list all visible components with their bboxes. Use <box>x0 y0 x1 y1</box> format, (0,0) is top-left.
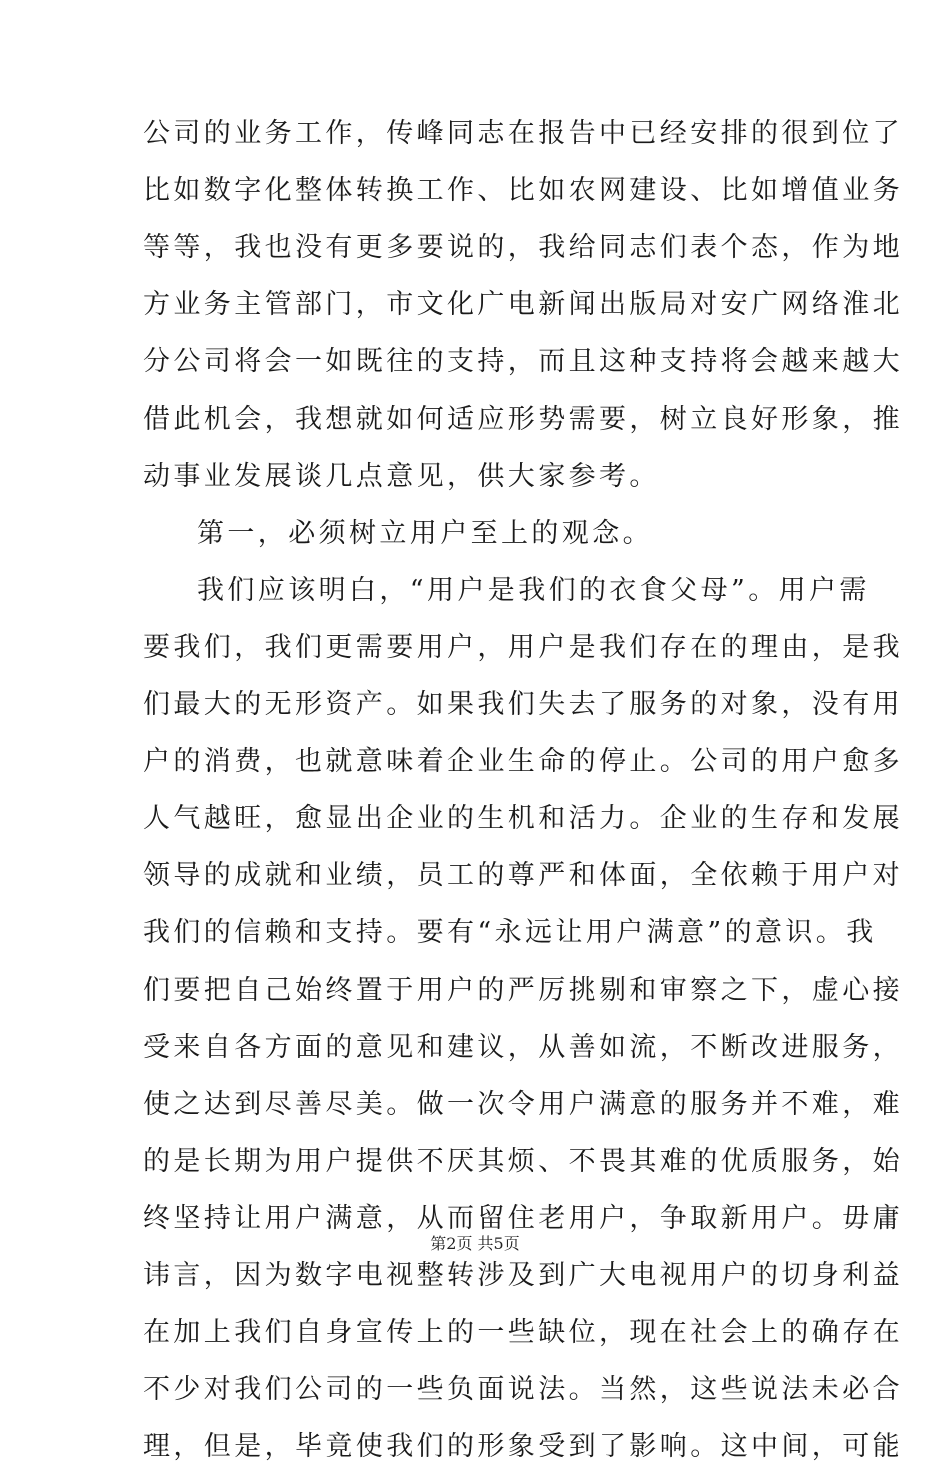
text-line: 人气越旺，愈显出企业的生机和活力。企业的生存和发展 <box>143 803 903 834</box>
text-line: 我们应该明白，“用户是我们的衣食父母”。用户需 <box>197 575 870 606</box>
text-line: 方业务主管部门，市文化广电新闻出版局对安广网络淮北 <box>143 289 903 320</box>
text-line: 不少对我们公司的一些负面说法。当然，这些说法未必合 <box>143 1374 903 1405</box>
text-line: 在加上我们自身宣传上的一些缺位，现在社会上的确存在 <box>143 1317 903 1348</box>
text-line: 的是长期为用户提供不厌其烦、不畏其难的优质服务，始 <box>143 1146 903 1177</box>
text-line: 第一，必须树立用户至上的观念。 <box>197 518 653 549</box>
text-line: 终坚持让用户满意，从而留住老用户，争取新用户。毋庸 <box>143 1203 903 1234</box>
text-line: 比如数字化整体转换工作、比如农网建设、比如增值业务 <box>143 175 903 206</box>
text-line: 们最大的无形资产。如果我们失去了服务的对象，没有用 <box>143 689 903 720</box>
text-line: 讳言，因为数字电视整转涉及到广大电视用户的切身利益 <box>143 1260 903 1291</box>
text-line: 领导的成就和业绩，员工的尊严和体面，全依赖于用户对 <box>143 860 903 891</box>
text-line: 受来自各方面的意见和建议，从善如流，不断改进服务， <box>143 1032 903 1063</box>
text-line: 分公司将会一如既往的支持，而且这种支持将会越来越大 <box>143 346 903 377</box>
text-line: 们要把自己始终置于用户的严厉挑剔和审察之下，虚心接 <box>143 975 903 1006</box>
text-line: 等等，我也没有更多要说的，我给同志们表个态，作为地 <box>143 232 903 263</box>
text-line: 使之达到尽善尽美。做一次令用户满意的服务并不难，难 <box>143 1089 903 1120</box>
text-line: 借此机会，我想就如何适应形势需要，树立良好形象，推 <box>143 404 903 435</box>
text-line: 要我们，我们更需要用户，用户是我们存在的理由，是我 <box>143 632 903 663</box>
text-line: 理，但是，毕竟使我们的形象受到了影响。这中间，可能 <box>143 1431 903 1462</box>
text-line: 户的消费，也就意味着企业生命的停止。公司的用户愈多 <box>143 746 903 777</box>
text-line: 我们的信赖和支持。要有“永远让用户满意”的意识。我 <box>143 917 877 948</box>
page-footer: 第2页 共5页 <box>430 1234 520 1253</box>
text-line: 公司的业务工作，传峰同志在报告中已经安排的很到位了 <box>143 118 903 149</box>
text-line: 动事业发展谈几点意见，供大家参考。 <box>143 461 660 492</box>
